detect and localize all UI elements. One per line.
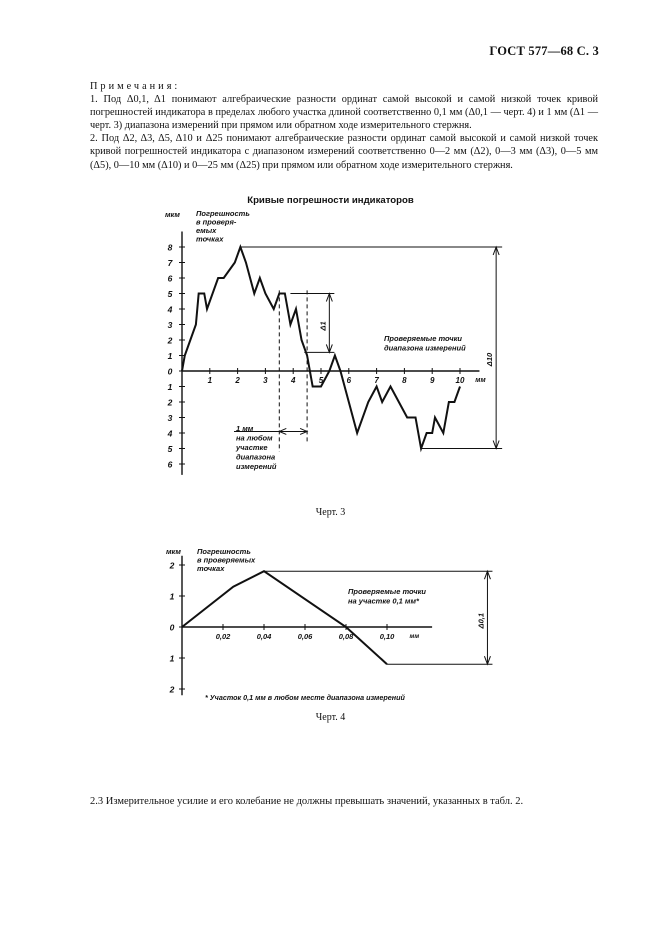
fig4-y-tick-label: 1 [169, 653, 175, 664]
figure4-caption: Черт. 4 [315, 712, 346, 723]
fig4-x-tick-label: 0,04 [256, 632, 272, 641]
fig3-y-tick-label: 2 [167, 397, 173, 408]
fig3-y-label: Погрешность [196, 209, 250, 218]
fig4-x-tick-label: 0,06 [297, 632, 313, 641]
fig3-y-tick-label: 3 [167, 413, 173, 423]
fig3-x-tick-label: 4 [290, 376, 296, 385]
fig4-y-tick-label: 2 [169, 560, 175, 571]
fig3-x-tick-label: 9 [429, 376, 435, 385]
fig4-y-label: в проверяемых [197, 555, 256, 565]
fig4-footnote: * Участок 0,1 мм в любом месте диапазона измерений [205, 693, 405, 702]
fig3-y-tick-label: 4 [167, 428, 173, 439]
fig4-x-tick-label: 0,08 [338, 632, 354, 641]
fig4-points-label: на участке 0,1 мм* [348, 596, 419, 606]
fig4-y-tick-label: 1 [169, 591, 175, 602]
fig3-segment-label: измерений [236, 462, 277, 471]
fig3-y-tick-label: 0 [167, 366, 173, 377]
fig3-y-label: точках [196, 234, 224, 244]
fig3-y-tick-label: 7 [167, 258, 173, 268]
fig3-y-label: в проверя- [196, 217, 237, 227]
note-2: 2. Под Δ2, Δ3, Δ5, Δ10 и Δ25 понимают алгебраические разности ординат самой высокой и самой низкой точек кривой погрешностей индикатора с диапазоном измерений соответственно 0—2 мм (Δ2), 0—3 мм (Δ3), 0—5 мм (Δ5), 0—10 мм (Δ10) и 0—25 мм (Δ25) при прямом или обратном ходе измерительного стержня. [90, 133, 598, 171]
fig3-y-label: емых [196, 226, 217, 235]
fig3-delta10-label: Δ10 [485, 352, 495, 367]
fig3-x-tick-label: 7 [374, 376, 379, 385]
fig3-x-tick-label: 8 [402, 376, 407, 385]
notes-heading: Примечания: [90, 81, 181, 92]
fig3-points-label: Проверяемые точки [384, 334, 462, 343]
fig3-x-tick-label: 3 [263, 376, 268, 385]
fig3-x-unit: мм [475, 377, 486, 384]
fig3-segment-label: на любом [236, 433, 273, 443]
fig3-x-tick-label: 2 [235, 376, 240, 385]
fig4-y-unit: мкм [166, 547, 181, 556]
fig3-y-tick-label: 5 [167, 444, 173, 454]
fig4-y-label: точках [197, 564, 225, 573]
fig3-x-tick-label: 5 [318, 376, 324, 385]
fig3-x-tick-label: 10 [455, 376, 465, 385]
fig4-y-tick-label: 0 [169, 622, 175, 633]
page-header: ГОСТ 577—68 С. 3 [489, 44, 599, 58]
fig3-segment-label: участке [236, 443, 268, 452]
fig3-y-tick-label: 6 [167, 273, 173, 284]
fig3-delta1-label: Δ1 [318, 321, 328, 331]
fig4-x-tick-label: 0,10 [379, 632, 395, 641]
fig3-y-tick-label: 2 [167, 335, 173, 346]
fig3-x-tick-label: 6 [346, 376, 352, 385]
fig3-y-tick-label: 1 [167, 382, 173, 392]
note-1: 1. Под Δ0,1, Δ1 понимают алгебраические разности ординат самой высокой и самой низкой точек кривой погрешностей индикатора в пределах любого участка длиной соответственно 0,1 мм (Δ0,1 — черт. 4) и 1 мм (Δ1 — черт. 3) диапазона измерений при прямом или обратном ходе измерительного стержня. [90, 94, 598, 132]
fig3-y-tick-label: 8 [167, 242, 173, 253]
fig3-y-tick-label: 5 [167, 289, 173, 299]
fig3-y-tick-label: 4 [167, 304, 173, 315]
fig4-y-tick-label: 2 [169, 684, 175, 695]
fig3-y-tick-label: 1 [167, 351, 173, 361]
fig4-points-label: Проверяемые точки [348, 587, 426, 596]
fig3-y-tick-label: 3 [167, 320, 173, 330]
fig3-points-label: диапазона измерений [384, 343, 466, 353]
fig4-data-line [182, 571, 387, 664]
section-2-3: 2.3 Измерительное усилие и его колебание не должны превышать значений, указанных в табл. 2. [90, 796, 524, 807]
fig3-segment-label: диапазона [236, 452, 276, 462]
fig3-segment-label: 1 мм [236, 424, 254, 433]
figure3-caption: Черт. 3 [315, 507, 346, 518]
fig4-x-tick-label: 0,02 [215, 632, 231, 641]
fig4-x-unit: мм [409, 633, 420, 640]
figure3-title: Кривые погрешности индикаторов [247, 195, 414, 206]
fig4-delta-label: Δ0,1 [476, 612, 486, 629]
fig3-y-unit: мкм [165, 210, 180, 219]
fig3-y-tick-label: 6 [167, 459, 173, 470]
fig4-y-label: Погрешность [197, 547, 251, 556]
fig3-x-tick-label: 1 [207, 376, 213, 385]
